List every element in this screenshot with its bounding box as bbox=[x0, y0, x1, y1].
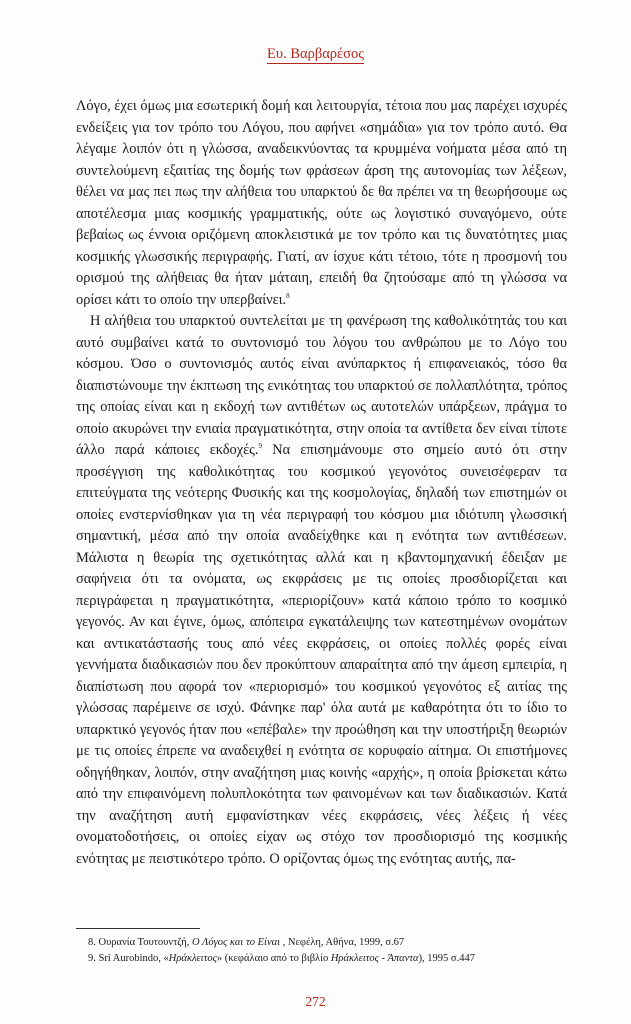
footnote-text: Sri Aurobindo, « bbox=[95, 953, 169, 964]
paragraph-1-text: Λόγο, έχει όμως μια εσωτερική δομή και λειτουργία, τέτοια που μας παρέχει ισχυρές ενδείξεις για τον τρόπο του Λόγου, που αφήνει «σημάδια» για τον τρόπο αυτό. Θα λέγαμε λοιπόν ότι η γλώσσα, αναδεικνύοντας τα κρυμμένα νοήματα μέσα από τη συντελούμενη εξαιτίας της δομής των φράσεων άρση της αυτονομίας των λέξεων, θέλει να μας πει πως την αλήθεια του υπαρκτού δε θα πρέπει να τη θεωρήσουμε ως αποτέλεσμα μιας κοσμικής γραμματικής, ούτε ως λογιστικό συναγόμενο, ούτε βεβαίως ως έννοια οριζόμενη αποκλειστικά με τον τρόπο και τις δυνατότητες μιας κοσμικής γλωσσικής περιγραφής. Γιατί, αν ίσχυε κάτι τέτοιο, τότε η προσμονή του ορισμού της αλήθειας θα ήταν μάταιη, επειδή θα ζητούσαμε από τη γλώσσα να ορίσει κάτι το οποίο την υπερβαίνει. bbox=[76, 98, 567, 308]
main-text bbox=[76, 96, 567, 870]
footnotes bbox=[88, 935, 578, 967]
paragraph-2-text-b: Να επισημάνουμε στο σημείο αυτό ότι στην προσέγγιση της καθολικότητας του κοσμικού γεγονότος συνεισέφεραν τα επιτεύγματα της νεότερης Φυσικής και της κοσμολογίας, δηλαδή των επιστημών οι οποίες ενστερνίσθηκαν για τη νέα περιγραφή του κόσμου μια ιδιότυπη γλωσσική σημαντική, μέσα από την οποία αναδείχθηκε και η ενότητα των αντιθέσεων. Μάλιστα η θεωρία της σχετικότητας αλλά και η κβαντομηχανική έδειξαν με σαφήνεια ότι τα ονόματα, ως εκφράσεις με τις οποίες προσδιορίζεται και περιγράφεται η πραγματικότητα, «περιορίζουν» κατά κάποιο τρόπο το κοσμικό γεγονός. Αν και έγινε, όμως, απόπειρα εγκατάλειψης των κατεστημένων ονομάτων και αντικατάστασής τους από νέες εκφράσεις, οι οποίες πολλές φορές είναι γεννήματα διαδικασιών που δεν προκύπτουν απαραίτητα από την άμεση εμπειρία, η διαπίστωση που αφορά τον «περιορισμό» του κοσμικού γεγονότος εξ αιτίας της γλώσσας παρέμεινε σε ισχύ. Φάνηκε παρ' όλα αυτά με καθαρότητα ότι το ίδιο το υπαρκτικό γεγονός ήταν που «επέβαλε» την προώθηση και την υποστήριξη θεωριών με τις οποίες έπρεπε να αναδειχθεί η ενότητα σε κορυφαίο αίτημα. Οι επιστήμονες οδηγήθηκαν, λοιπόν, στην αναζήτηση μιας κοινής «αρχής», η οποία βρίσκεται κάτω από την επιφαινόμενη πολυπλοκότητα των φαινομένων και των διαδικασιών. Κατά την αναζήτηση αυτή εμφανίστηκαν νέες εκφράσεις, νέες λέξεις ή νέες ονοματοδοτήσεις, οι οποίες είχαν ως στόχο τον προσδιορισμό της κοσμικής ενότητας με πειστικότερο τρόπο. Ο ορίζοντας όμως της ενότητας αυτής, πα- bbox=[76, 442, 567, 867]
footnote-9 bbox=[88, 951, 578, 967]
footnote-ref-9[interactable]: 9 bbox=[258, 442, 262, 451]
footnote-text: » (κεφάλαιο από το βιβλίο bbox=[216, 953, 331, 964]
paragraph-1 bbox=[76, 96, 567, 311]
footnote-8 bbox=[88, 935, 578, 951]
page-number: 272 bbox=[305, 994, 326, 1009]
footnote-ref-8[interactable]: 8 bbox=[286, 291, 290, 300]
running-header bbox=[0, 46, 631, 63]
footnote-book-title: Ηράκλειτος - Άπαντα bbox=[330, 953, 419, 964]
footnote-text: ), 1995 σ.447 bbox=[418, 953, 475, 964]
footnote-number: 9. bbox=[88, 953, 96, 964]
footnote-divider bbox=[76, 928, 200, 929]
footnote-book-title: Ο Λόγος και το Είναι bbox=[192, 937, 281, 948]
running-title: Ευ. Βαρβαρέσος bbox=[267, 46, 364, 62]
paragraph-2-text-a: Η αλήθεια του υπαρκτού συντελείται με τη φανέρωση της καθολικότητάς του και αυτό συμβαίνει κατά το συντονισμό του λόγου του ανθρώπου με το Λόγο του κόσμου. Όσο ο συντονισμός αυτός είναι ανύπαρκτος ή επιφανειακός, τόσο θα διαπιστώνουμε την έκπτωση της ενικότητας του υπαρκτού σε πολλαπλότητα, τρόπος της οποίας είναι και η εκδοχή των αντιθέτων ως αυτοτελών υπάρξεων, πράγμα το οποίο ακυρώνει την ενιαία πραγματικότητα, στην οποία τα αντίθετα δεν είναι τίποτε άλλο παρά κάποιες εκδοχές. bbox=[76, 313, 567, 458]
footnote-number: 8. bbox=[88, 937, 96, 948]
footnote-chapter-title: Ηράκλειτος bbox=[168, 953, 217, 964]
paragraph-2 bbox=[76, 311, 567, 870]
footnote-text: , Νεφέλη, Αθήνα, 1999, σ.67 bbox=[280, 937, 405, 948]
footnote-text: Ουρανία Τουτουντζή, bbox=[95, 937, 192, 948]
